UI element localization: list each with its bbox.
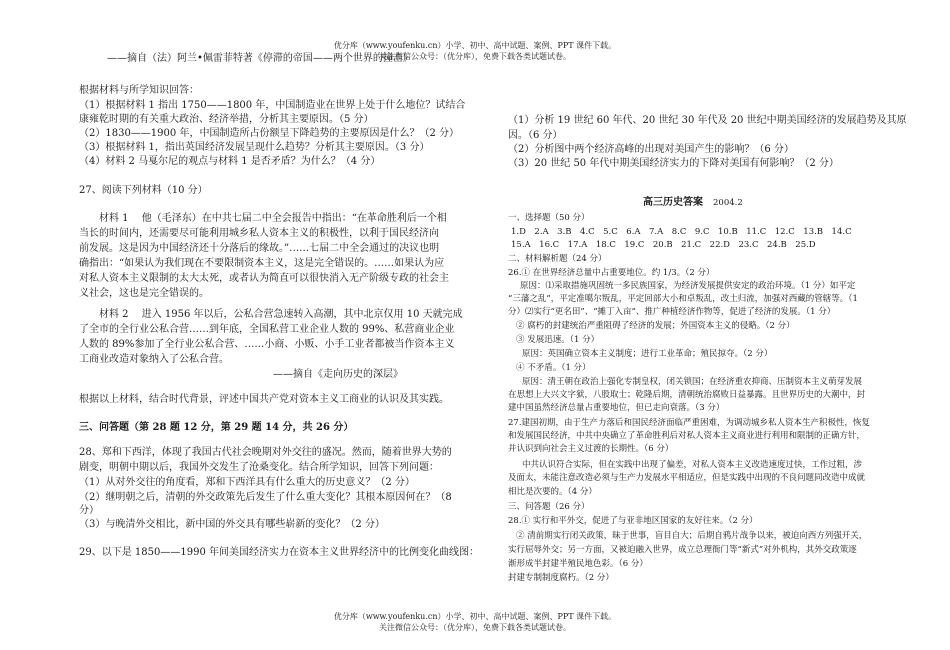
mc-answers-row2: 15.A 16.C 17.A 18.C 19.C 20.B 21.C 22.D 23.C 24.B 25.D bbox=[511, 240, 816, 250]
footer-line-2: 关注微信公众号：（优分库），免费下载各类试题试卷。 bbox=[379, 623, 571, 632]
q28-part2: （2）继明朝之后，清朝的外交政策先后发生了什么重大变化？其根本原因何在？（8 bbox=[79, 492, 452, 503]
q26-part3: （3）根据材料 1，指出英国经济发展呈现什么趋势？分析其主要原因。（3 分） bbox=[79, 142, 430, 153]
q26-part2: （2）1830——1900 年，中国制造所占份额呈下降趋势的主要原因是什么？（2 分） bbox=[79, 128, 459, 139]
a28-line3: 实行屈辱外交；另一方面，又被迫融入世界，成立总理衙门等“新式”对外机构，其外交政策逐 bbox=[508, 545, 857, 555]
a27-line5: 及面太，未能注意改造必须与生产力发展水平相适应，但是实践中出现的不良问题同改造中成就 bbox=[508, 473, 866, 483]
q29-part1-line2: 因。（6 分） bbox=[508, 130, 563, 141]
section-3-heading: 三、问答题（第 28 题 12 分，第 29 题 14 分，共 26 分） bbox=[79, 422, 354, 433]
a26-line4: 分）⑵实行“更名田”、“摊丁入亩”、推广种植经济作物等，促进了经济的发展。（1 分） bbox=[508, 307, 836, 317]
answer-section-1: 一、选择题（50 分） bbox=[508, 213, 590, 223]
answer-section-3: 三、问答题（26 分） bbox=[508, 502, 590, 512]
header-line-2: 关注微信公众号：（优分库），免费下载各类试题试卷。 bbox=[379, 52, 571, 61]
material1-line1: 材料 1 他（毛泽东）在中共七届二中全会报告中指出：“在革命胜利后一个相 bbox=[99, 213, 447, 224]
a26-line7: 原因：英国确立资本主义制度；进行工业革命；殖民掠夺。（2 分） bbox=[522, 349, 773, 359]
a26-line6: ③ 发展迅速。（1 分） bbox=[516, 335, 600, 345]
a27-line6: 相比是次要的。（4 分） bbox=[508, 487, 597, 497]
a26-line2: 原因：⑴采取措施巩固统一多民族国家，为经济发展提供安定的政治环境。（1 分）如平定 bbox=[520, 281, 856, 291]
q28-line1: 28、郑和下西洋，体现了我国古代社会晚期对外交往的盛况。然而，随着世界大势的 bbox=[79, 447, 452, 458]
answer-title-text: 高三历史答案 bbox=[643, 197, 703, 208]
mc-answers-row1: 1.D 2.A 3.B 4.C 5.C 6.A 7.A 8.C 9.C 10.B 11.C 12.C 13.B 14.C bbox=[511, 227, 852, 237]
a27-line3: 并认识到向社会主义过渡的长期性。（6 分） bbox=[508, 444, 674, 454]
source-citation-2: ——摘自《走向历史的深层》 bbox=[273, 369, 403, 380]
answer-key-title bbox=[643, 196, 743, 210]
source-citation-1: ——摘自（法）阿兰•佩雷菲特著《停滞的帝国——两个世界的撞击》 bbox=[107, 53, 413, 64]
q26-part1-line2: 康雍乾时期的有关重大政治、经济举措，分析其主要原因。（5 分） bbox=[79, 114, 374, 125]
a26-line11: 建中国虽然经济总量占重要地位，但已走向衰落。（3 分） bbox=[508, 403, 725, 413]
q26-part1-line1: （1）根据材料 1 指出 1750——1800 年，中国制造业在世界上处于什么地位？试结合 bbox=[79, 100, 466, 111]
a26-line10: 在思想上大兴文字狱，八股取士；乾隆后期，清朝统治腐败日益暴露。且世界历史的大潮中，封 bbox=[508, 390, 866, 400]
a28-line4: 渐形成半封建半殖民地色彩。（6 分） bbox=[508, 559, 648, 569]
material2-line4: 工商业改造对象纳入了公私合营。 bbox=[79, 354, 229, 365]
a28-line2: ② 清前期实行闭关政策，昧于世事，盲目自大；后期自鸦片战争以来，被迫向西方列强开关， bbox=[516, 531, 868, 541]
a26-line9: 原因：清王朝在政治上强化专制皇权，闭关锁国；在经济重农抑商、压制资本主义萌芽发展 bbox=[522, 377, 863, 387]
a28-line5: 封建专制制度腐朽。（2 分） bbox=[508, 573, 614, 583]
a27-line1: 27.建国初期，由于生产力落后和国民经济面临严重困难，为调动城乡私人资本生产积极性，恢复 bbox=[508, 418, 871, 428]
material1-line3: 前发展。这是因为中国经济还十分落后的缘故。”……七届二中全会通过的决议也明 bbox=[79, 243, 440, 254]
q29-part2: （2）分析图中两个经济高峰的出现对美国产生的影响？（6 分） bbox=[508, 144, 794, 155]
a26-line5: ② 腐朽的封建统治严重阻碍了经济的发展；外国资本主义的侵略。（2 分） bbox=[516, 321, 795, 331]
material2-line1: 材料 2 进入 1956 年以后，公私合营急速转入高潮，其中北京仅用 10 天就完成 bbox=[99, 309, 463, 320]
q26-intro: 根据材料与所学知识回答： bbox=[79, 85, 199, 96]
material1-line6: 义社会，这也是完全错误的。 bbox=[79, 288, 209, 299]
q29-intro: 29、以下是 1850——1990 年间美国经济实力在资本主义世界经济中的比例变化曲线图： bbox=[79, 547, 479, 558]
a27-line4: 中共认识符合实际，但在实践中出现了偏差，对私人资本主义改造速度过快，工作过粗，涉 bbox=[522, 460, 863, 470]
a26-line8: ④ 不矛盾。（1 分） bbox=[516, 363, 591, 373]
a26-line3: “三藩之乱”，平定准噶尔叛乱，平定回部大小和卓叛乱，改土归流，加强对西藏的管辖等。（1 bbox=[508, 294, 858, 304]
q26-part4: （4）材料 2 马戛尔尼的观点与材料 1 是否矛盾？为什么？（4 分） bbox=[79, 156, 381, 167]
material1-line2: 当长的时间内，还需要尽可能利用城乡私人资本主义的积极性，以利于国民经济向 bbox=[79, 228, 439, 239]
material2-line2: 了全市的全行业公私合营……到年底，全国私营工业企业人数的 99%、私营商业企业 bbox=[79, 324, 455, 335]
a28-line1: 28.① 实行和平外交，促进了与亚非地区国家的友好往来。（2 分） bbox=[508, 516, 758, 526]
material1-line5: 对私人资本主义限制的太大太死，或者认为简直可以很快消入无产阶级专政的社会主 bbox=[79, 273, 449, 284]
q29-part1-line1: （1）分析 19 世纪 60 年代、20 世纪 30 年代及 20 世纪中期美国经济的发展趋势及其原 bbox=[508, 115, 907, 126]
q28-part3: （3）与晚清外交相比，新中国的外交具有哪些崭新的变化？（2 分） bbox=[79, 519, 385, 530]
q29-part3: （3）20 世纪 50 年代中期美国经济实力的下降对美国有何影响？（2 分） bbox=[508, 158, 839, 169]
material1-line4: 确指出：“如果认为我们现在不要限制资本主义，这是完全错误的。……如果认为应 bbox=[79, 258, 445, 269]
a27-line2: 和发展国民经济，中共中央确立了革命胜利后对私人资本主义商业进行利用和限制的正确方针， bbox=[508, 431, 866, 441]
header-line-1: 优分库（www.youfenku.cn）小学、初中、高中试题、案例、PPT 课件下载。 bbox=[333, 41, 617, 50]
q28-part1: （1）从对外交往的角度看，郑和下西洋具有什么重大的历史意义？（2 分） bbox=[79, 477, 415, 488]
q27-question: 根据以上材料，结合时代背景，评述中国共产党对资本主义工商业的认识及其实践。 bbox=[79, 394, 449, 405]
q28-part2-cont: 分） bbox=[79, 505, 99, 516]
answer-section-2: 二、材料解析题（24 分） bbox=[508, 254, 607, 264]
page-footer bbox=[0, 611, 950, 633]
q27-title: 27、阅读下列材料（10 分） bbox=[79, 185, 208, 196]
answer-date: 2004.2 bbox=[713, 198, 743, 208]
material2-line3: 人数的 89%参加了全行业公私合营、……小商、小贩、小手工业者都被当作资本主义 bbox=[79, 339, 455, 350]
q28-line2: 剧变，明朝中期以后，我国外交发生了沧桑变化。结合所学知识，回答下列问题： bbox=[79, 462, 439, 473]
footer-line-1: 优分库（www.youfenku.cn）小学、初中、高中试题、案例、PPT 课件下载。 bbox=[333, 612, 617, 621]
a26-line1: 26.① 在世界经济总量中占重要地位。约 1/3。（2 分） bbox=[508, 268, 715, 278]
